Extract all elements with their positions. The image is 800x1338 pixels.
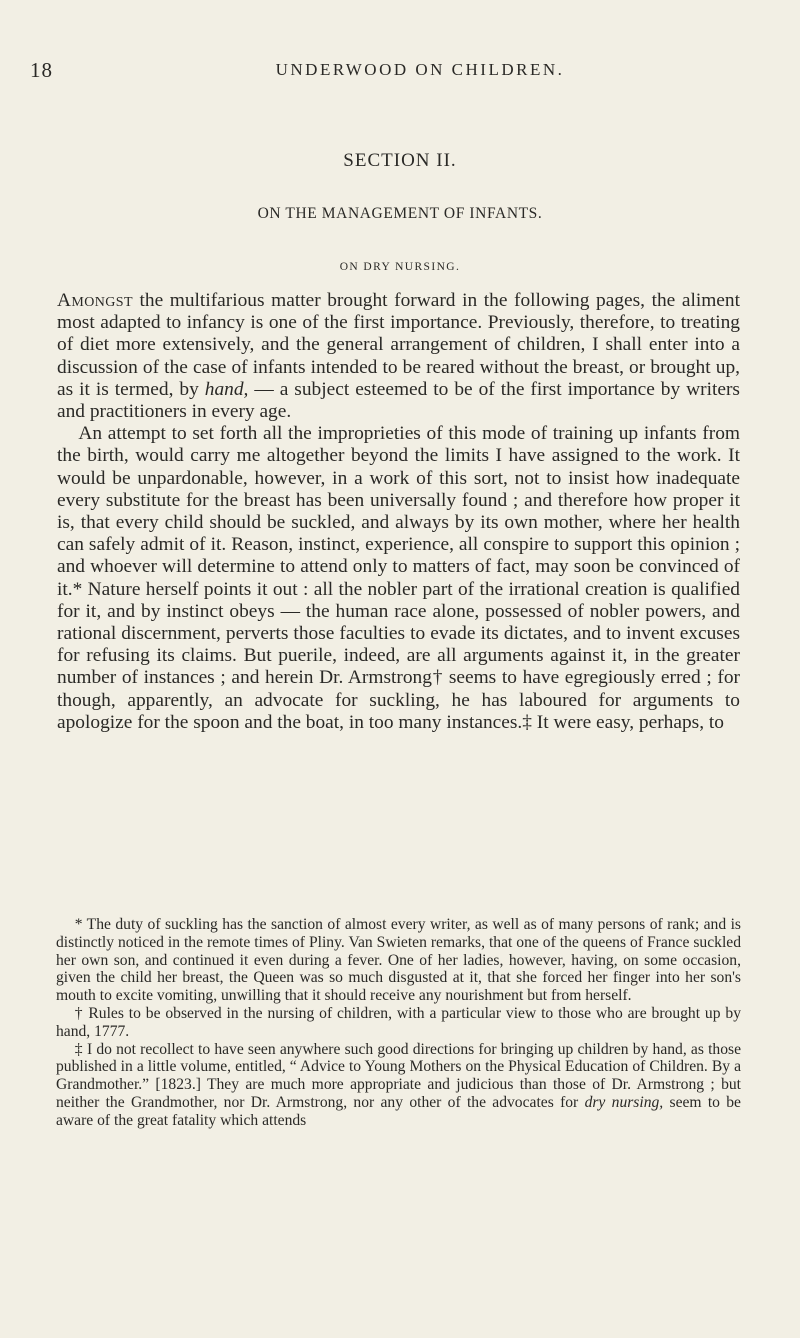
paragraph-2: An attempt to set forth all the improprieties of this mode of training up infants from the birth, would carry me altogether beyond the limits I have assigned to the work. It would be unpardonable, however, in a work of this sort, not to insist how inadequate every substitute for the breast has been universally found ; and therefore how proper it is, that every child should be suckled, and always by its own mother, where her health can safely admit of it. Reason, instinct, experience, all conspire to support this opinion ; and whoever will determine to attend only to matters of fact, may soon be convinced of it.* Nature herself points it out : all the nobler part of the irrational creation is qualified for it, and by instinct obeys — the human race alone, possessed of nobler powers, and rational discernment, perverts those faculties to evade its dictates, and to invent excuses for refusing its claims. But puerile, indeed, are all arguments against it, in the greater number of instances ; and herein Dr. Armstrong† seems to have egregiously erred ; for though, apparently, an advocate for suckling, he has laboured for arguments to apologize for the spoon and the boat, in too many instances.‡ It were easy, perhaps, to — [57, 423, 740, 733]
paragraph-1-lead: Amongst — [57, 290, 133, 311]
paragraph-1 — [57, 290, 740, 423]
chapter-title: ON THE MANAGEMENT OF INFANTS. — [257, 205, 543, 222]
running-title: UNDERWOOD ON CHILDREN. — [275, 60, 565, 79]
paragraph-1-text-b: — a subject esteemed to be of the first importance by writers and practitioners in every age. — [57, 378, 740, 423]
paragraph-1-emphasis: hand, — [204, 378, 249, 400]
subheading: ON DRY NURSING. — [339, 261, 461, 273]
page-number: 18 — [30, 58, 53, 82]
running-head — [30, 58, 770, 82]
footnotes — [56, 916, 741, 1130]
footnote-1: * The duty of suckling has the sanction of almost every writer, as well as of many persons of rank; and is distinctly noticed in the remote times of Pliny. Van Swieten remarks, that one of the queens of France suckled her own son, and continued it even during a fever. One of her ladies, however, having, on some occasion, given the child her breast, the Queen was so much disgusted at it, that she forced her finger into her son's mouth to excite vomiting, unwilling that it should receive any nourishment but from herself. — [56, 916, 741, 1005]
footnote-3-emphasis: dry nursing, — [584, 1093, 664, 1111]
paragraph-1-text-a: the multifarious matter brought forward in the following pages, the aliment most adapted to infancy is one of the first importance. Previously, therefore, to treating of diet more extensively, and the general arrangement of children, I shall enter into a discussion of the case of infants intended to be reared without the breast, or brought up, as it is termed, by — [57, 290, 740, 400]
footnote-3 — [56, 1041, 741, 1130]
section-heading: SECTION II. — [343, 150, 457, 171]
body-text — [57, 290, 740, 734]
footnote-3-text-b: seem to be aware of the great fatality which attends — [56, 1093, 741, 1129]
footnote-2: † Rules to be observed in the nursing of children, with a particular view to those who are brought up by hand, 1777. — [56, 1004, 741, 1040]
footnote-3-text-a: ‡ I do not recollect to have seen anywhere such good directions for bringing up children by hand, as those published in a little volume, entitled, “ Advice to Young Mothers on the Physical Education of Children. By a Grandmother.” [1823.] They are much more appropriate and judicious than those of Dr. Armstrong ; but neither the Grandmother, nor Dr. Armstrong, nor any other of the advocates for — [56, 1040, 741, 1111]
